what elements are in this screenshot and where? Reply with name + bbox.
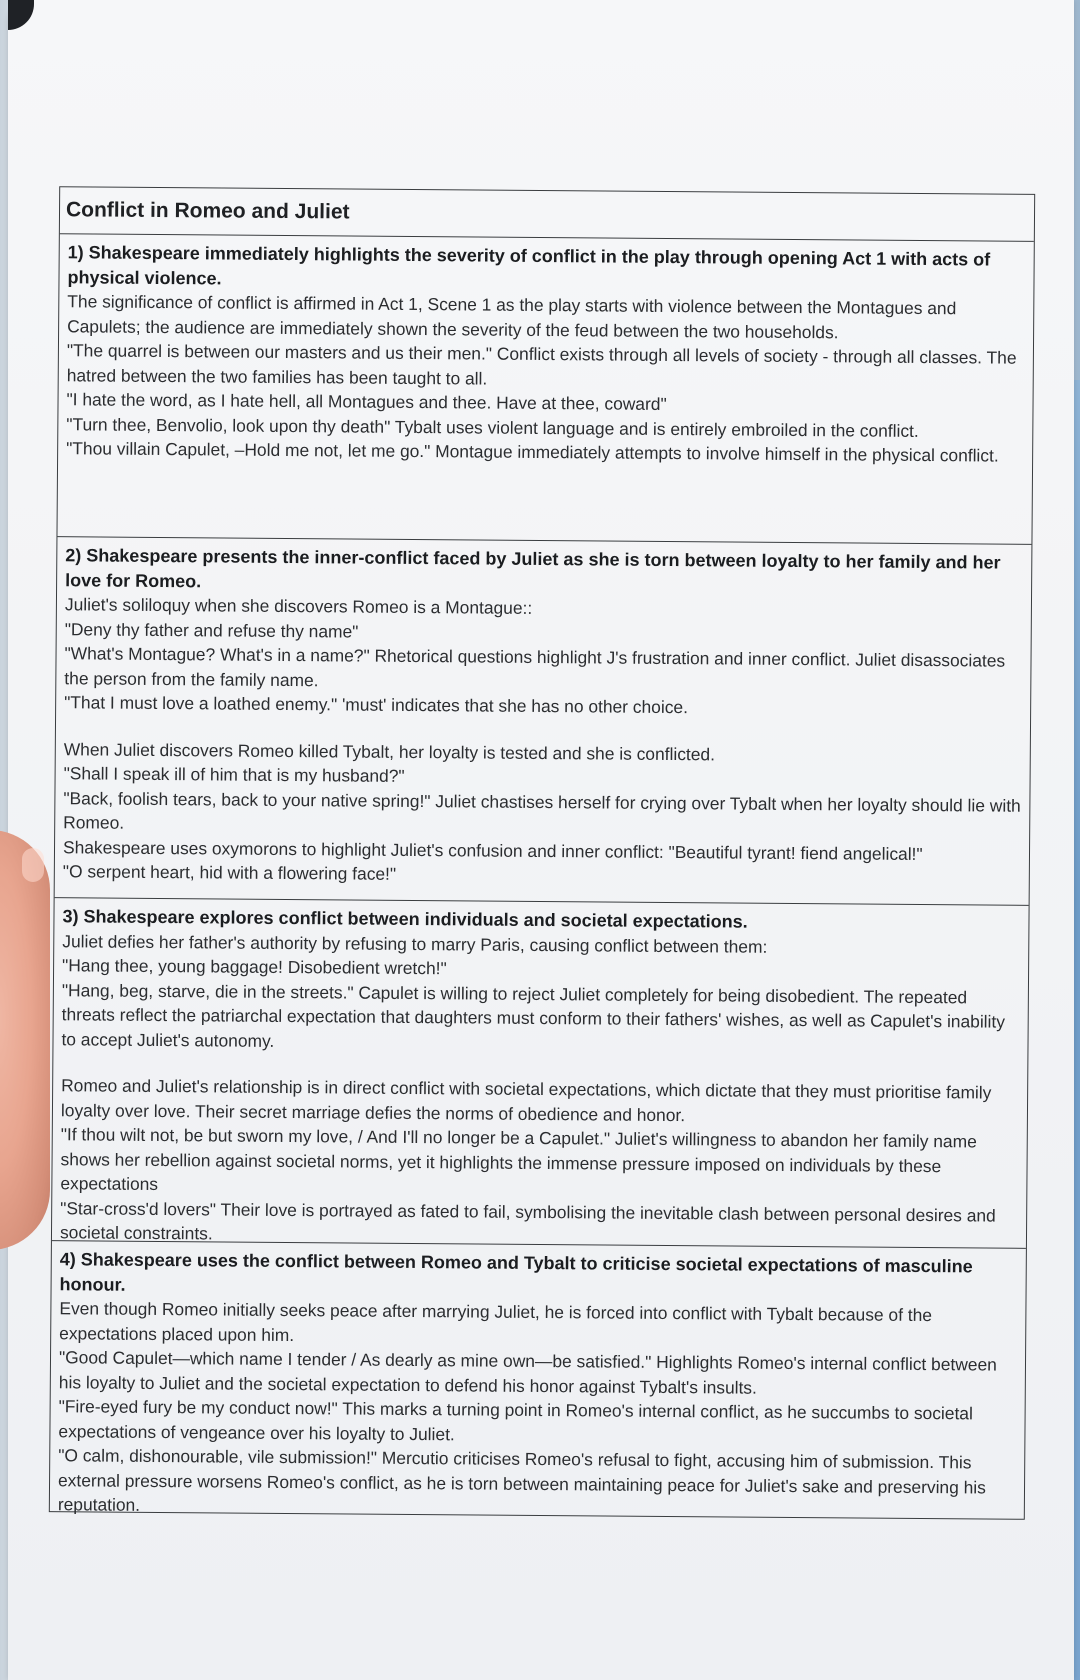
section-line: "Deny thy father and refuse thy name" xyxy=(64,618,359,642)
section-line: "Fire-eyed fury be my conduct now!" This marks a turning point in Romeo's internal conflict, as he succumbs to societal expectations of vengeance over his loyalty to Juliet. xyxy=(58,1396,973,1444)
section-line: "Hang, beg, starve, die in the streets." Capulet is willing to reject Juliet completely for being disobedient. The repeated threats reflect the patriarchal expectation that daughters must conform to their fathers' wishes, as well as Capulet's inability to accept Juliet's autonomy. xyxy=(61,979,1006,1051)
paper-sheet xyxy=(8,0,1074,1680)
section-line: "If thou wilt not, be but sworn my love, / And I'll no longer be a Capulet." Juliet's willingness to abandon her family name shows her rebellion against societal norms, yet it highlights the immense pressure imposed on individuals by these expectations xyxy=(60,1124,977,1194)
section-line: "Turn thee, Benvolio, look upon thy death" Tybalt uses violent language and is entirely embroiled in the conflict. xyxy=(66,413,919,441)
section-3 xyxy=(52,898,1029,1249)
section-line: "Shall I speak ill of him that is my husband?" xyxy=(63,763,405,786)
section-line: Even though Romeo initially seeks peace after marrying Juliet, he is forced into conflict with Tybalt because of the expectations placed upon him. xyxy=(59,1298,933,1345)
section-line: When Juliet discovers Romeo killed Tybalt, her loyalty is tested and she is conflicted. xyxy=(63,738,716,764)
section-line: "Good Capulet—which name I tender / As dearly as mine own—be satisfied." Highlights Romeo's internal conflict between his loyalty to Juliet and the societal expectation to defend his honor against Tybalt's insults. xyxy=(58,1347,997,1398)
section-line: Juliet's soliloquy when she discovers Romeo is a Montague:: xyxy=(64,594,533,618)
section-line: "O calm, dishonourable, vile submission!" Mercutio criticises Romeo's refusal to fight, accusing him of submission. This external pressure worsens Romeo's conflict, as he is torn between maintaining peace for Juliet's sake and preserving his reputation. xyxy=(57,1445,986,1515)
document-title: Conflict in Romeo and Juliet xyxy=(60,187,1034,242)
section-line: "Star-cross'd lovers" Their love is portrayed as fated to fail, symbolising the inevitable clash between personal desires and societal constraints. xyxy=(59,1197,996,1244)
section-line: "That I must love a loathed enemy." 'must' indicates that she has no other choice. xyxy=(64,692,689,718)
section-line: "Hang thee, young baggage! Disobedient wretch!" xyxy=(62,955,447,979)
section-line: "Thou villain Capulet, –Hold me not, let me go." Montague immediately attempts to involve himself in the physical conflict. xyxy=(66,438,999,466)
dark-corner xyxy=(8,0,34,30)
section-1 xyxy=(57,234,1033,545)
section-line: Shakespeare uses oxymorons to highlight Juliet's confusion and inner conflict: "Beautiful tyrant! fiend angelical!" xyxy=(62,836,923,864)
section-heading: 1) Shakespeare immediately highlights the severity of conflict in the play through opening Act 1 with acts of physical violence. xyxy=(67,242,991,288)
section-line: "What's Montague? What's in a name?" Rhetorical questions highlight J's frustration and inner conflict. Juliet disassociates the person from the family name. xyxy=(64,643,1006,690)
section-line: The significance of conflict is affirmed in Act 1, Scene 1 as the play starts with violence between the Montagues and Capulets; the audience are immediately shown the severity of the feud between the two households. xyxy=(67,291,957,342)
section-line: "O serpent heart, hid with a flowering face!" xyxy=(62,861,397,884)
section-heading: 4) Shakespeare uses the conflict between Romeo and Tybalt to criticise societal expectations of masculine honour. xyxy=(59,1249,973,1295)
thumb xyxy=(0,830,50,1250)
section-heading: 3) Shakespeare explores conflict between individuals and societal expectations. xyxy=(62,906,748,932)
document-table xyxy=(49,186,1035,1520)
section-line: Romeo and Juliet's relationship is in direct conflict with societal expectations, which dictate that they must prioritise family loyalty over love. Their secret marriage defies the norms of obedience and honor. xyxy=(60,1075,992,1125)
section-line: "I hate the word, as I hate hell, all Montagues and thee. Have at thee, coward" xyxy=(66,389,667,414)
section-heading: 2) Shakespeare presents the inner-conflict faced by Juliet as she is torn between loyalty to her family and her love for Romeo. xyxy=(65,545,1001,591)
section-line: Juliet defies her father's authority by refusing to marry Paris, causing conflict between them: xyxy=(62,930,768,957)
section-2 xyxy=(55,537,1032,906)
section-4 xyxy=(50,1241,1026,1539)
section-line: "Back, foolish tears, back to your native spring!" Juliet chastises herself for crying over Tybalt when her loyalty should lie with Romeo. xyxy=(63,787,1021,833)
section-line: "The quarrel is between our masters and us their men." Conflict exists through all levels of society - through all classes. The hatred between the two families has been taught to all. xyxy=(66,340,1017,389)
